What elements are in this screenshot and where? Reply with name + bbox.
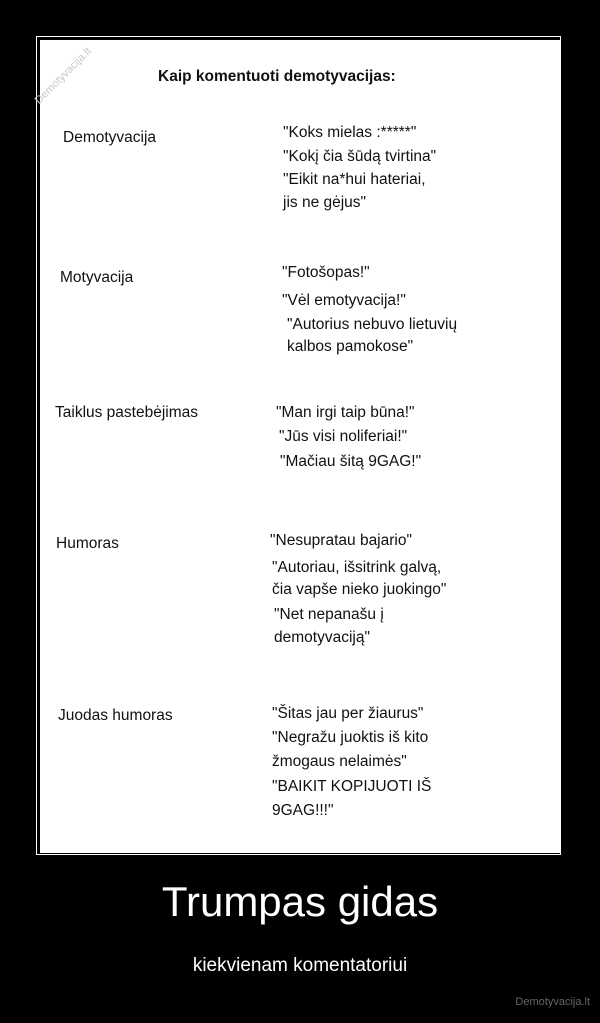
quote-line: "Eikit na*hui hateriai, [283, 171, 426, 188]
quote-line: "Mačiau šitą 9GAG!" [280, 453, 422, 470]
watermark: Demotyvacija.lt [32, 45, 94, 107]
subtitle: kiekvienam komentatoriui [192, 955, 408, 976]
section-label: Juodas humoras [58, 707, 173, 724]
section-label: Motyvacija [60, 269, 134, 286]
quote-line: "Jūs visi noliferiai!" [279, 428, 408, 445]
section-label: Taiklus pastebėjimas [55, 404, 199, 421]
quote-line: čia vapše nieko juokingo" [272, 581, 447, 598]
quote-line: žmogaus nelaimės" [272, 753, 407, 770]
quote-line: "Koks mielas :*****" [283, 124, 417, 141]
site-label: Demotyvacija.lt [515, 996, 590, 1008]
quote-line: "Negražu juoktis iš kito [272, 729, 429, 746]
quote-line: "Kokį čia šūdą tvirtina" [283, 148, 437, 165]
quote-line: "Autoriau, išsitrink galvą, [272, 559, 442, 576]
quote-line: "Nesupratau bajario" [270, 532, 412, 549]
quote-line: kalbos pamokose" [287, 338, 414, 355]
section-label: Demotyvacija [63, 129, 157, 146]
quote-line: "Man irgi taip būna!" [276, 404, 415, 421]
quote-line: demotyvaciją" [274, 629, 370, 646]
quote-line: "Autorius nebuvo lietuvių [287, 316, 458, 333]
quote-line: "BAIKIT KOPIJUOTI IŠ [272, 778, 432, 795]
image-title: Kaip komentuoti demotyvacijas: [158, 68, 396, 85]
quote-line: jis ne gėjus" [283, 194, 367, 211]
section-label: Humoras [56, 535, 119, 552]
quote-line: "Vėl emotyvacija!" [282, 292, 406, 309]
quote-line: "Fotošopas!" [282, 264, 370, 281]
quote-line: "Šitas jau per žiaurus" [272, 705, 424, 722]
poster-image [32, 40, 560, 853]
quote-line: "Net nepanašu į [274, 606, 384, 623]
quote-line: 9GAG!!!" [272, 802, 334, 819]
headline: Trumpas gidas [161, 878, 439, 925]
